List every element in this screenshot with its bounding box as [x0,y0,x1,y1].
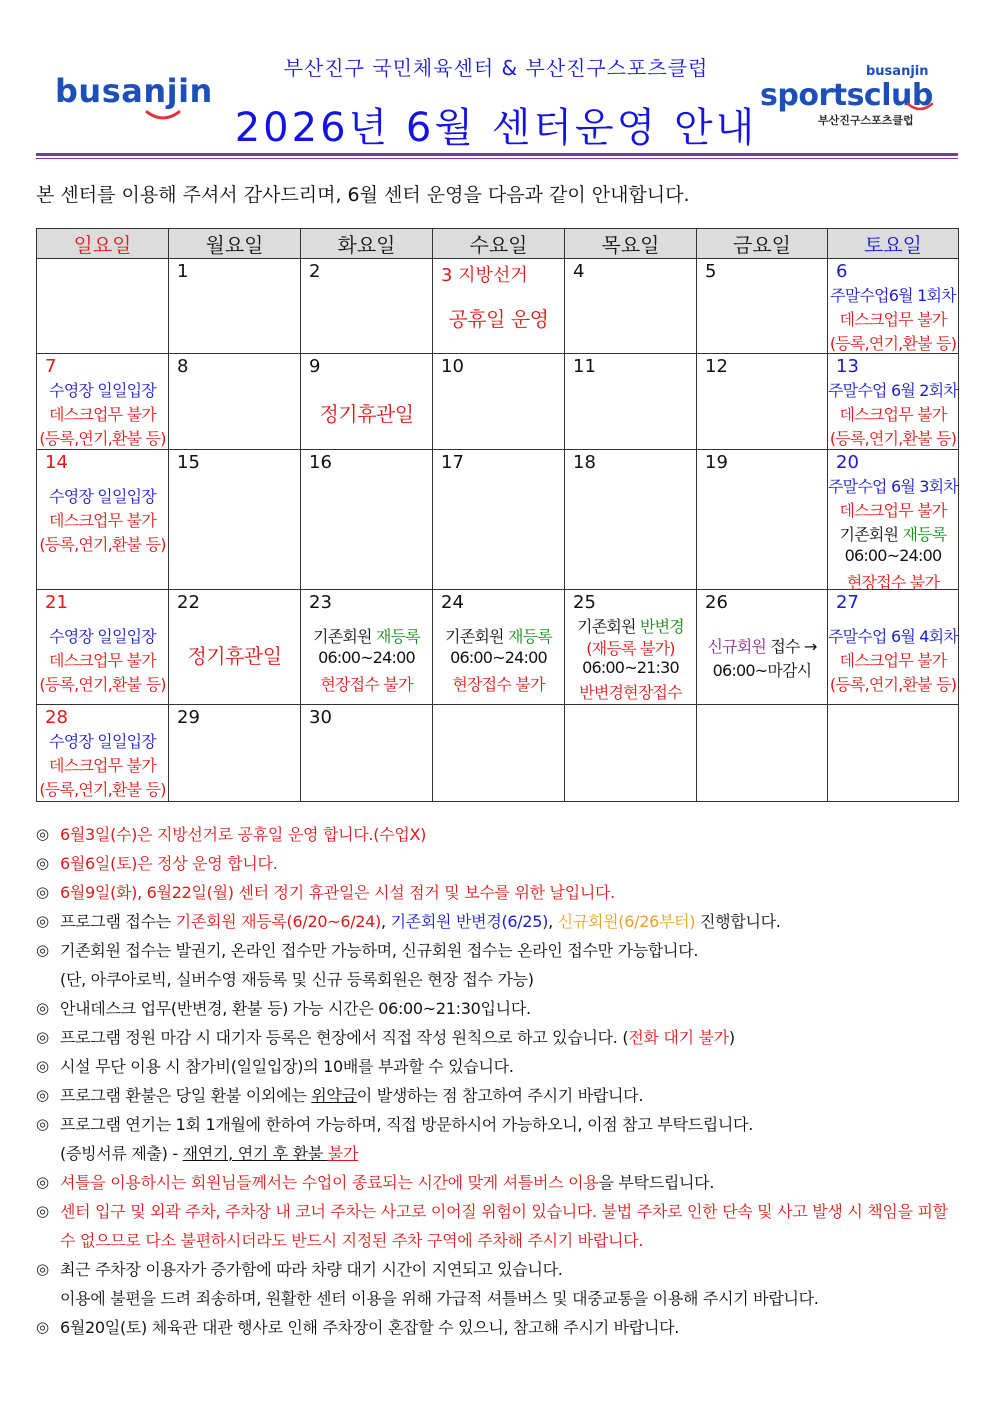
calendar-day-cell [433,354,565,450]
calendar-day-cell [433,705,565,802]
weekday-header-row [37,229,959,259]
calendar-week-row [37,354,959,450]
cell-note-text: 주말수업 6월 4회차 [828,627,958,646]
sports-club-logo-big: sportsclub [760,78,933,113]
cell-note-text: 데스크업무 불가 [49,511,156,530]
cell-note-line [433,303,564,332]
cell-note-text: 수영장 일일입장 [49,627,156,646]
day-number: 2 [309,261,321,282]
calendar-day-cell [169,259,301,354]
notice-text: 프로그램 환불은 당일 환불 이외에는 [60,1086,312,1105]
cell-note-line [37,672,168,695]
calendar-week-row [37,705,959,802]
notice-text: 기존회원 재등록(6/20~6/24) [175,912,382,931]
notice-text: 프로그램 연기는 1회 1개월에 한하여 가능하며, 직접 방문하시어 가능하오니, 이점 참고 부탁드립니다. [60,1115,754,1134]
calendar-day-cell [433,450,565,590]
cell-note-line [433,672,564,695]
notice-continuation [36,965,966,994]
day-number: 25 [573,592,596,613]
cell-note-text: 기존회원 [577,617,640,636]
calendar-day-cell [565,705,697,802]
notice-text: 시설 무단 이용 시 참가비(일일입장)의 10배를 부과할 수 있습니다. [60,1057,514,1076]
cell-note-line [565,614,696,637]
bullet-icon: ◎ [36,1086,49,1104]
notice-item [36,994,966,1023]
day-number: 10 [441,356,464,377]
cell-note-text: 데스크업무 불가 [839,501,947,520]
cell-note-line [828,672,958,695]
cell-note-text: 재등록 [375,627,420,646]
cell-note-text: 데스크업무 불가 [49,405,156,424]
calendar-week-row [37,590,959,705]
notice-continuation [36,1284,966,1313]
intro-text: 본 센터를 이용해 주셔서 감사드리며, 6월 센터 운영을 다음과 같이 안내합니다. [36,184,690,206]
calendar-day-cell [828,259,959,354]
cell-note-line [697,658,827,681]
cell-note-text: 06:00~24:00 [844,546,942,565]
notice-text: 프로그램 접수는 [60,912,176,931]
cell-note-line [828,648,958,671]
day-number: 16 [309,452,332,473]
weekday-header: 목요일 [565,229,697,259]
notice-item [36,1081,966,1110]
bullet-icon: ◎ [36,941,49,959]
day-number: 27 [836,592,859,613]
cell-note-line [828,624,958,647]
notice-text: 6월20일(토) 체육관 대관 행사로 인해 주차장이 혼잡할 수 있으니, 참고해 주시기 바랍니다. [60,1318,680,1337]
cell-note-text: 재등록 [507,627,552,646]
notice-text: 셔틀을 이용하시는 회원님들께서는 수업이 종료되는 시간에 맞게 셔틀버스 이용 [60,1173,599,1192]
bullet-icon: ◎ [36,825,49,843]
calendar-day-cell [697,590,828,705]
cell-note-text: 데스크업무 불가 [839,405,947,424]
cell-note-text: (등록,연기,환불 등) [829,429,957,448]
cell-note-text: 기존회원 [313,627,376,646]
day-number: 22 [177,592,200,613]
cell-note-line [828,426,958,449]
weekday-header: 화요일 [301,229,433,259]
cell-note-line [37,484,168,507]
cell-note-text: 수영장 일일입장 [49,732,156,751]
day-number: 26 [705,592,728,613]
cell-note-text: 정기휴관일 [319,402,414,426]
notice-text: 6월9일(화), 6월22일(월) 센터 정기 휴관일은 시설 점거 및 보수를 위한 날입니다. [60,883,615,902]
calendar-day-cell [433,590,565,705]
day-number: 5 [705,261,717,282]
notice-text: 재연기, 연기 후 환불 [182,1144,328,1163]
cell-note-line [37,508,168,531]
notice-text: 6월3일(수)은 지방선거로 공휴일 운영 합니다.(수업X) [60,825,427,844]
cell-note-line [37,648,168,671]
calendar-day-cell [37,705,169,802]
day-number: 24 [441,592,464,613]
cell-note-line [37,402,168,425]
notice-item [36,1313,966,1342]
day-number: 9 [309,356,321,377]
calendar-day-cell [169,590,301,705]
cell-note-text: (등록,연기,환불 등) [39,780,166,799]
weekday-header: 수요일 [433,229,565,259]
calendar-day-cell [301,705,433,802]
calendar-day-cell [828,590,959,705]
cell-note-text: 데스크업무 불가 [49,651,156,670]
cell-note-text: 재등록 [902,525,947,544]
weekday-header: 일요일 [37,229,169,259]
cell-note-line [565,636,696,659]
day-number: 30 [309,707,332,728]
calendar-day-cell [565,259,697,354]
calendar-table [36,228,959,802]
notice-text: , [381,912,391,931]
calendar-day-cell [301,590,433,705]
notice-text: 위약금 [311,1086,357,1105]
notice-item [36,849,966,878]
calendar-day-cell [301,450,433,590]
notice-item [36,820,966,849]
header-rule-thin [36,158,958,159]
calendar-day-cell [828,705,959,802]
day-number: 23 [309,592,332,613]
notice-item [36,936,966,965]
notice-text: 이용에 불편을 드려 죄송하며, 원활한 센터 이용을 위해 가급적 셔틀버스 및 대중교통을 이용해 주시기 바랍니다. [60,1289,819,1308]
cell-note-line [697,634,827,657]
org-title: 부산진구 국민체육센터 & 부산진구스포츠클럽 [283,56,709,80]
calendar-day-cell [37,450,169,590]
notice-text: ) [728,1028,735,1047]
cell-note-line [828,307,958,330]
bullet-icon: ◎ [36,854,49,872]
cell-note-text: (등록,연기,환불 등) [39,675,166,694]
day-number: 17 [441,452,464,473]
calendar-day-cell [37,590,169,705]
notice-text: 기존회원 접수는 발권기, 온라인 접수만 가능하며, 신규회원 접수는 온라인 접수만 가능합니다. [60,941,699,960]
notice-text: 최근 주차장 이용자가 증가함에 따라 차량 대기 시간이 지연되고 있습니다. [60,1260,563,1279]
cell-note-text: 반변경현장접수 [579,683,682,702]
notice-item [36,1255,966,1284]
calendar-day-cell [169,450,301,590]
cell-note-text: (등록,연기,환불 등) [39,429,166,448]
sports-club-logo [760,64,940,128]
cell-note-line [828,283,958,306]
cell-note-text: 접수 → [766,637,817,656]
notice-text: 이 발생하는 점 참고하여 주시기 바랍니다. [356,1086,644,1105]
bullet-icon: ◎ [36,1028,49,1046]
day-number: 15 [177,452,200,473]
sports-club-logo-small: busanjin [866,64,929,79]
cell-note-line [301,398,432,427]
notice-text: 전화 대기 불가 [628,1028,729,1047]
notice-item [36,1168,966,1197]
cell-note-text: 공휴일 운영 [448,307,549,331]
day-number: 13 [836,356,859,377]
cell-note-line [37,777,168,800]
calendar-day-cell [169,354,301,450]
bullet-icon: ◎ [36,1173,49,1191]
cell-note-text: 06:00~24:00 [318,648,415,667]
notice-item [36,1197,966,1255]
cell-note-text: 현장접수 불가 [320,675,413,694]
cell-note-text: 주말수업 6월 2회차 [828,381,958,400]
cell-note-text: 기존회원 [839,525,903,544]
header-rule [36,153,958,156]
cell-note-text: 정기휴관일 [187,644,282,668]
day-number: 1 [177,261,189,282]
calendar-day-cell [697,259,828,354]
calendar-day-cell [565,354,697,450]
notice-text: , [548,912,558,931]
cell-note-text: 신규회원 [707,637,767,656]
cell-note-line [37,426,168,449]
notice-item [36,1110,966,1139]
cell-note-line [301,648,432,667]
calendar-day-cell [828,354,959,450]
calendar-day-cell [697,450,828,590]
cell-note-text: 현장접수 불가 [452,675,545,694]
cell-note-line [37,624,168,647]
day-number: 3 지방선거 [441,265,528,286]
cell-note-line [565,680,696,703]
notice-item [36,907,966,936]
day-number: 20 [836,452,859,473]
cell-note-line [169,640,300,669]
cell-note-line [37,532,168,555]
cell-note-text: 주말수업6월 1회차 [830,286,956,305]
cell-note-line [828,378,958,401]
cell-note-text: 현장접수 불가 [846,573,940,592]
notice-text: 기존회원 반변경(6/25) [390,912,549,931]
bullet-icon: ◎ [36,1202,49,1220]
cell-note-text: (등록,연기,환불 등) [39,535,166,554]
calendar-week-row [37,450,959,590]
cell-note-line [828,546,958,565]
bullet-icon: ◎ [36,912,49,930]
cell-note-line [828,522,958,545]
cell-note-line [37,378,168,401]
bullet-icon: ◎ [36,1057,49,1075]
notice-text: (단, 아쿠아로빅, 실버수영 재등록 및 신규 등록회원은 현장 접수 가능) [60,970,534,989]
day-number: 29 [177,707,200,728]
cell-note-text: 데스크업무 불가 [839,310,947,329]
cell-note-text: 주말수업 6월 3회차 [828,477,958,496]
cell-note-line [433,624,564,647]
cell-note-line [828,498,958,521]
cell-note-line [828,402,958,425]
notice-continuation [36,1139,966,1168]
weekday-header: 월요일 [169,229,301,259]
main-title: 2026년 6월 센터운영 안내 [234,105,758,151]
cell-note-text: (재등록 불가) [586,639,675,658]
notice-text: 프로그램 정원 마감 시 대기자 등록은 현장에서 직접 작성 원칙으로 하고 있습니다. ( [60,1028,629,1047]
calendar-day-cell [697,354,828,450]
calendar-day-cell [301,354,433,450]
day-number: 6 [836,261,848,282]
calendar-day-cell [37,354,169,450]
day-number: 11 [573,356,596,377]
cell-note-text: 06:00~마감시 [712,661,812,680]
notice-text: 신규회원(6/26부터) [557,912,696,931]
notice-text: 안내데스크 업무(반변경, 환불 등) 가능 시간은 06:00~21:30입니다. [60,999,531,1018]
calendar-day-cell [169,705,301,802]
cell-note-line [828,331,958,354]
cell-note-text: 06:00~21:30 [582,658,679,677]
busanjin-logo-text: busanjin [55,72,213,110]
day-number: 12 [705,356,728,377]
cell-note-line [301,672,432,695]
calendar-day-cell [301,259,433,354]
notice-item [36,1052,966,1081]
cell-note-line [565,658,696,677]
bullet-icon: ◎ [36,883,49,901]
calendar-day-cell [37,259,169,354]
cell-note-line [37,729,168,752]
weekday-header: 금요일 [697,229,828,259]
notice-text: 진행합니다. [695,912,781,931]
calendar-day-cell [565,590,697,705]
notice-item [36,878,966,907]
cell-note-line [828,474,958,497]
cell-note-text: 기존회원 [445,627,508,646]
notice-text: 센터 입구 및 외곽 주차, 주차장 내 코너 주차는 사고로 이어질 위험이 있습니다. 불법 주차로 인한 단속 및 사고 발생 시 책임을 피할 수 없으므로 다소 불편하시더라도 반드시 지정된 주차 구역에 주차해 주시기 바랍니다. [60,1202,948,1250]
calendar-body [37,259,959,802]
bullet-icon: ◎ [36,1260,49,1278]
day-number: 28 [45,707,68,728]
calendar-day-cell [697,705,828,802]
day-number: 4 [573,261,585,282]
cell-note-text: 06:00~24:00 [450,648,547,667]
cell-note-line [433,648,564,667]
calendar-week-row [37,259,959,354]
cell-note-line [301,624,432,647]
bullet-icon: ◎ [36,999,49,1017]
calendar-day-cell [565,450,697,590]
cell-note-text: 수영장 일일입장 [49,381,156,400]
cell-note-line [37,753,168,776]
notice-text: 을 부탁드립니다. [598,1173,715,1192]
day-number: 14 [45,452,68,473]
calendar-day-cell [433,259,565,354]
cell-note-text: 반변경 [639,617,684,636]
day-number: 19 [705,452,728,473]
cell-note-text: 데스크업무 불가 [839,651,947,670]
bullet-icon: ◎ [36,1318,49,1336]
notice-text: 6월6일(토)은 정상 운영 합니다. [60,854,278,873]
day-number: 7 [45,356,57,377]
notes-list [36,820,966,1342]
notice-text: (증빙서류 제출) - [60,1144,183,1163]
calendar-day-cell [828,450,959,590]
sports-club-logo-korean: 부산진구스포츠클럽 [818,114,914,127]
cell-note-text: (등록,연기,환불 등) [829,334,957,353]
notice-item [36,1023,966,1052]
cell-note-text: (등록,연기,환불 등) [829,675,957,694]
notice-text: 불가 [327,1144,359,1163]
cell-note-text: 수영장 일일입장 [49,487,156,506]
cell-note-text: 데스크업무 불가 [49,756,156,775]
day-number: 18 [573,452,596,473]
weekday-header: 토요일 [828,229,959,259]
day-number: 8 [177,356,189,377]
day-number: 21 [45,592,68,613]
bullet-icon: ◎ [36,1115,49,1133]
